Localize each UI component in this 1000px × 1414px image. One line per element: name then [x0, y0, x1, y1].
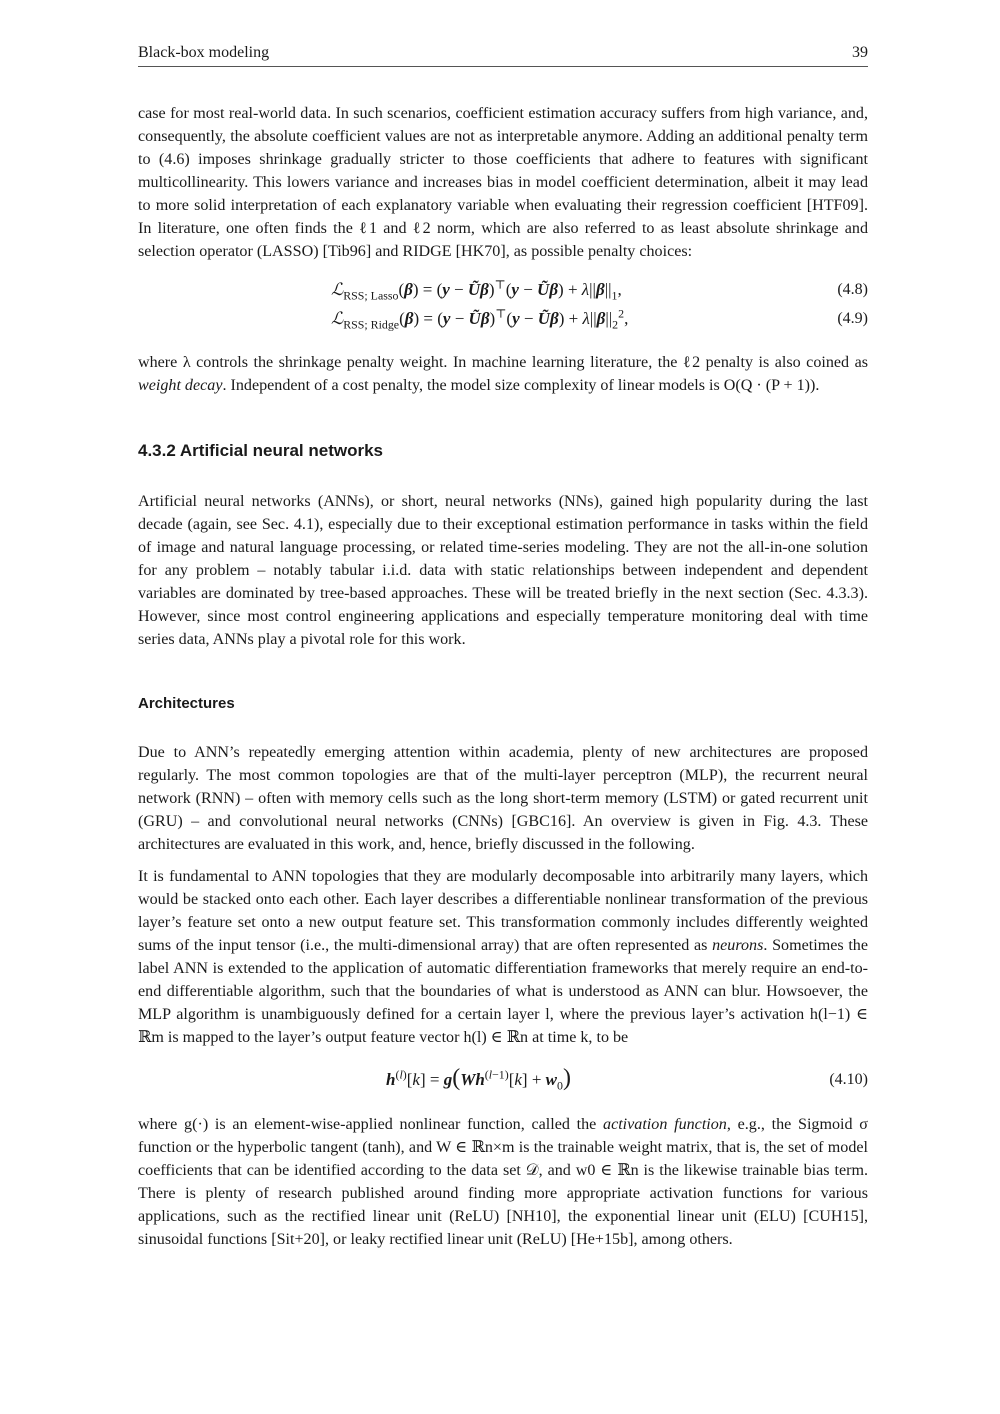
equation-ridge: ℒ$_{RSS; Ridge}$(β) = (y − Ũβ)⊤(y − Ũβ) + $\lambda||\beta||_2^2$, — [331, 306, 629, 332]
equation-number: (4.9) — [837, 310, 868, 327]
emphasis: weight decay — [138, 377, 223, 394]
text-run: where g(·) is an element-wise-applied nonlinear function, called the — [138, 1116, 604, 1133]
paragraph-ann-intro: Artificial neural networks (ANNs), or short, neural networks (NNs), gained high popularity during the last decade (again, see Sec. 4.1), especially due to their exceptional estimation performance in tasks within the field of image and natural language processing, or related time-series modeling. They are not the all-in-one solution for any problem – notably tabular i.i.d. data with static relationships between independent and dependent variables are dominated by tree-based approaches. These will be treated briefly in the next section (Sec. 4.3.3). However, since most control engineering applications and especially temperature monitoring deal with time series data, ANNs play a pivotal role for this work. — [138, 493, 868, 648]
equation-4-8 — [138, 275, 868, 304]
paragraph-layers — [138, 865, 868, 1049]
paragraph-weight-decay — [138, 351, 868, 397]
equation-block-penalties — [138, 275, 868, 333]
text-run: , e.g., the Sigmoid σ function or the hyperbolic tangent (tanh), and W ∈ ℝn×m is the trainable weight matrix, that is, the set of model coefficients that can be identified according to the data set 𝒟, and w0 ∈ ℝn is the likewise trainable bias term. There is plenty of research published around finding more appropriate activation functions for various applications, such as the rectified linear unit (ReLU) [NH10], the exponential linear unit (ELU) [CUH15], sinusoidal functions [Sit+20], or leaky rectified linear unit (ReLU) [He+15b], among others. — [138, 1116, 868, 1248]
emphasis: activation function — [603, 1116, 727, 1133]
paragraph-activation — [138, 1113, 868, 1251]
paragraph-penalty: case for most real-world data. In such scenarios, coefficient estimation accuracy suffers from high variance, and, consequently, the absolute coefficient values are not as interpretable anymore. Adding an additional penalty term to (4.6) imposes shrinkage gradually stricter to those coefficients that adhere to features with significant multicollinearity. This lowers variance and increases bias in model coefficient determination, albeit it may lead to more solid interpretation of each explanatory variable when evaluating their regression coefficient [HTF09]. In literature, one often finds the ℓ1 and ℓ2 norm, which are also referred to as least absolute shrinkage and selection operator (LASSO) [Tib96] and RIDGE [HK70], as possible penalty choices: — [138, 105, 868, 260]
paragraph-architectures: Due to ANN’s repeatedly emerging attention within academia, plenty of new architectures are proposed regularly. The most common topologies are that of the multi-layer perceptron (MLP), the recurrent neural network (RNN) – often with memory cells such as the long short-term memory (LSTM) or gated recurrent unit (GRU) – and convolutional neural networks (CNNs) [GBC16]. An overview is given in Fig. 4.3. These architectures are evaluated in this work, and, hence, briefly discussed in the following. — [138, 744, 868, 853]
equation-lasso: ℒ$_{RSS; Lasso}$(β) = (y − Ũβ)⊤(y − Ũβ) + $\lambda||\beta||_1$, — [331, 277, 622, 303]
equation-4-9 — [138, 304, 868, 333]
equation-number: (4.8) — [837, 281, 868, 298]
text-run: . Sometimes the label ANN is extended to the application of automatic differentiation frameworks that merely require an end-to-end differentiable algorithm, such that the boundaries of what is understood as ANN can blur. Howsoever, the MLP algorithm is unambiguously defined for a certain layer l, where the previous layer’s activation h(l−1) ∈ ℝm is mapped to the layer’s output feature vector h(l) ∈ ℝn at time k, to be — [138, 937, 868, 1046]
text-run: It is fundamental to ANN topologies that they are modularly decomposable into arbitrarily many layers, which would be stacked onto each other. Each layer describes a differentiable nonlinear transformation of the previous layer’s feature set onto a new output feature set. This transformation commonly includes differently weighted sums of the input tensor (i.e., the multi-dimensional array) that are often represented as — [138, 868, 868, 954]
page-body — [138, 102, 868, 1251]
equation-4-10 — [138, 1059, 868, 1101]
subsection-heading: Architectures — [138, 695, 235, 712]
equation-mlp: $h^{(l)}[k] = g(Wh^{(l-1)}[k] + w_0)$ — [386, 1065, 571, 1093]
running-header — [138, 44, 868, 67]
text-run: . Independent of a cost penalty, the model size complexity of linear models is O(Q · (P + 1)). — [222, 377, 820, 394]
chapter-title: Black-box modeling — [138, 44, 270, 61]
text-run: where λ controls the shrinkage penalty weight. In machine learning literature, the ℓ2 penalty is also coined as — [138, 354, 868, 371]
page-number: 39 — [852, 44, 868, 61]
equation-number: (4.10) — [829, 1071, 868, 1088]
emphasis: neurons — [712, 937, 764, 954]
section-heading: 4.3.2 Artificial neural networks — [138, 441, 384, 460]
